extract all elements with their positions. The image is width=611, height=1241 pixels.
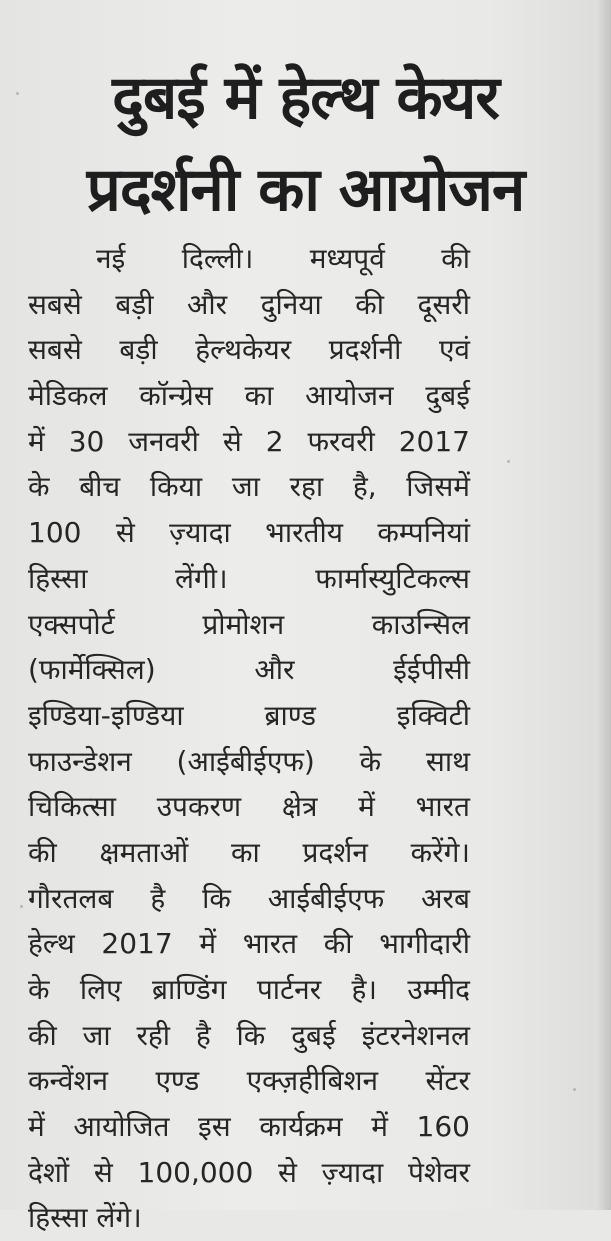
body-line: देशों से 100,000 से ज़्यादा पेशेवर <box>28 1155 470 1189</box>
body-line: एक्सपोर्ट प्रोमोशन काउन्सिल <box>28 607 470 641</box>
body-line: नई दिल्ली। मध्यपूर्व की <box>96 242 470 275</box>
body-line: सबसे बड़ी हेल्थकेयर प्रदर्शनी एवं <box>28 333 470 367</box>
body-line: कन्वेंशन एण्ड एक्ज़हीबिशन सेंटर <box>28 1064 470 1098</box>
body-line: 100 से ज़्यादा भारतीय कम्पनियां <box>28 516 470 550</box>
body-line: की जा रही है कि दुबई इंटरनेशनल <box>28 1018 470 1052</box>
body-line: इण्डिया-इण्डिया ब्राण्ड इक्विटी <box>28 698 470 732</box>
body-line: के बीच किया जा रहा है, जिसमें <box>28 470 470 504</box>
body-line: की क्षमताओं का प्रदर्शन करेंगे। <box>28 835 470 869</box>
body-line: हिस्सा लेंगी। फार्मास्युटिकल्स <box>28 561 470 595</box>
headline-line-1: दुबई में हेल्थ केयर <box>112 63 499 133</box>
body-line: के लिए ब्राण्डिंग पार्टनर है। उम्मीद <box>28 973 470 1006</box>
body-line: मेडिकल कॉन्ग्रेस का आयोजन दुबई <box>28 379 470 413</box>
body-line: सबसे बड़ी और दुनिया की दूसरी <box>28 287 470 321</box>
body-line: फाउन्डेशन (आईबीईएफ) के साथ <box>28 744 470 778</box>
body-line: हिस्सा लेंगे। <box>28 1201 142 1235</box>
paper-speck <box>507 460 510 463</box>
article-body <box>28 236 470 1241</box>
paper-speck <box>20 905 23 908</box>
body-line: गौरतलब है कि आईबीईएफ अरब <box>28 881 470 915</box>
headline-line-2: प्रदर्शनी का आयोजन <box>86 155 525 225</box>
paper-speck <box>573 1088 576 1091</box>
body-line: चिकित्सा उपकरण क्षेत्र में भारत <box>28 790 470 824</box>
body-line: में आयोजित इस कार्यक्रम में 160 <box>28 1110 470 1144</box>
body-line: (फार्मेक्सिल) और ईईपीसी <box>28 653 470 687</box>
body-line: में 30 जनवरी से 2 फरवरी 2017 <box>28 424 470 458</box>
body-line: हेल्थ 2017 में भारत की भागीदारी <box>28 927 470 961</box>
